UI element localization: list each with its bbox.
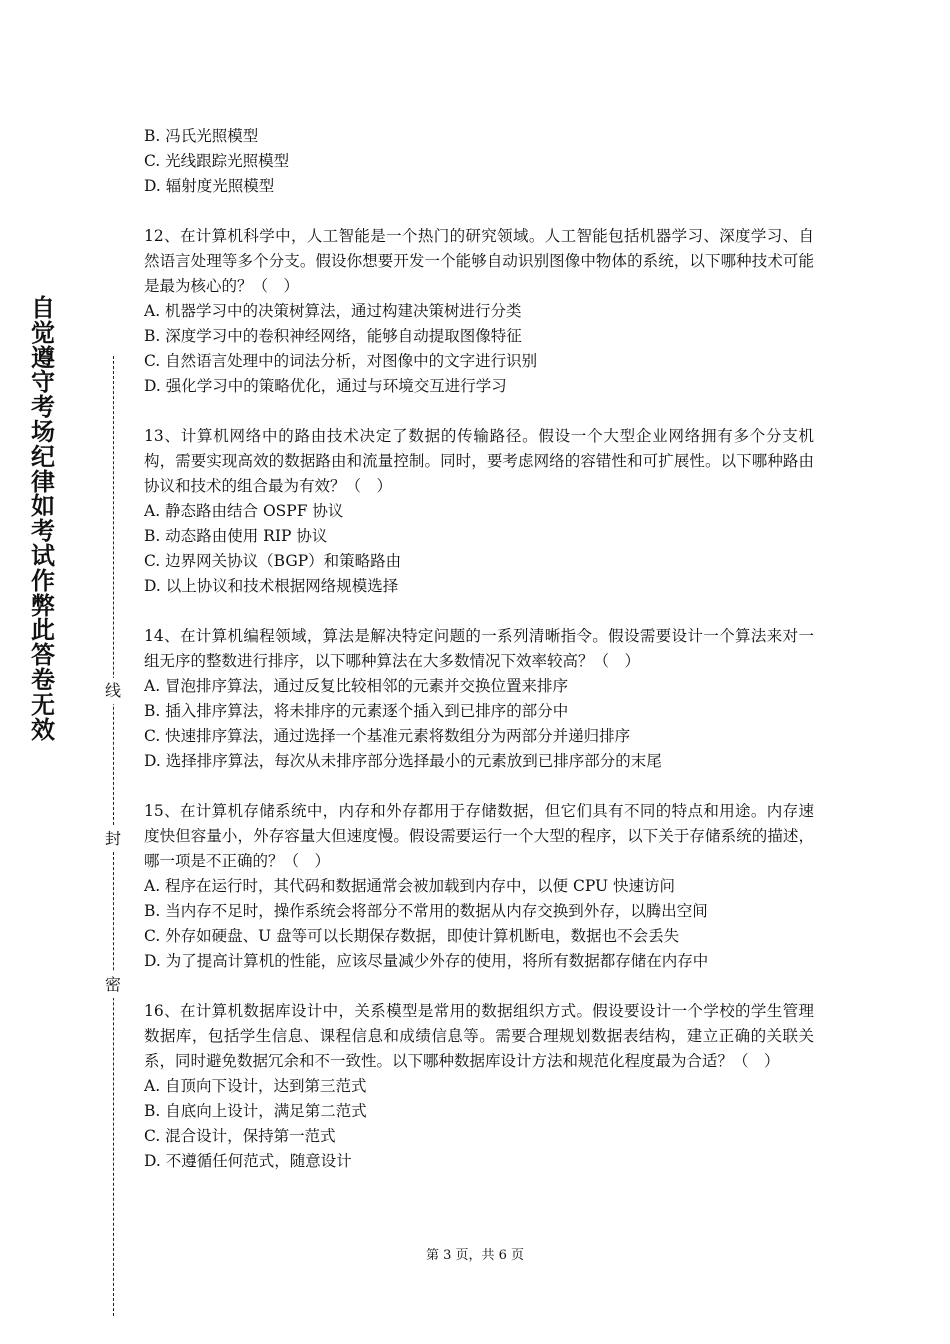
option: D. 不遵循任何范式，随意设计	[144, 1152, 352, 1170]
option: C. 边界网关协议（BGP）和策略路由	[144, 552, 402, 570]
option: C. 外存如硬盘、U 盘等可以长期保存数据，即使计算机断电，数据也不会丢失	[144, 927, 680, 945]
option: C. 快速排序算法，通过选择一个基准元素将数组分为两部分并递归排序	[144, 727, 631, 745]
option: B. 插入排序算法，将未排序的元素逐个插入到已排序的部分中	[144, 702, 569, 720]
question-16	[144, 999, 814, 1174]
question-stem: 15、在计算机存储系统中，内存和外存都用于存储数据，但它们具有不同的特点和用途。内存速度快但容量小，外存容量大但速度慢。假设需要运行一个大型的程序，以下关于存储系统的描述，哪一项是不正确的？（ ）	[144, 802, 814, 870]
question-14	[144, 624, 814, 774]
question-15	[144, 799, 814, 974]
option: C. 自然语言处理中的词法分析，对图像中的文字进行识别	[144, 352, 538, 370]
page-content	[144, 124, 814, 1174]
exam-discipline-notice: 自觉遵守考场纪律如考试作弊此答卷无效	[31, 294, 55, 744]
option: A. 自顶向下设计，达到第三范式	[144, 1077, 367, 1095]
option: B. 当内存不足时，操作系统会将部分不常用的数据从内存交换到外存，以腾出空间	[144, 902, 708, 920]
question-12	[144, 224, 814, 399]
option: D. 选择排序算法，每次从未排序部分选择最小的元素放到已排序部分的末尾	[144, 752, 662, 770]
option: B. 动态路由使用 RIP 协议	[144, 527, 328, 545]
question-13	[144, 424, 814, 599]
page-number-footer: 第 3 页，共 6 页	[425, 1248, 525, 1263]
option: D. 以上协议和技术根据网络规模选择	[144, 577, 399, 595]
binding-mark-seal: 封	[100, 826, 126, 852]
question-stem: 16、在计算机数据库设计中，关系模型是常用的数据组织方式。假设要设计一个学校的学生管理数据库，包括学生信息、课程信息和成绩信息等。需要合理规划数据表结构，建立正确的关联关系，同时避免数据冗余和不一致性。以下哪种数据库设计方法和规范化程度最为合适？（ ）	[144, 1002, 814, 1070]
option: A. 静态路由结合 OSPF 协议	[144, 502, 344, 520]
option: C. 光线跟踪光照模型	[144, 152, 290, 170]
option: B. 冯氏光照模型	[144, 127, 259, 145]
option: B. 自底向上设计，满足第二范式	[144, 1102, 367, 1120]
option: D. 辐射度光照模型	[144, 177, 275, 195]
continued-options	[144, 124, 814, 199]
option: A. 机器学习中的决策树算法，通过构建决策树进行分类	[144, 302, 522, 320]
option: A. 程序在运行时，其代码和数据通常会被加载到内存中，以便 CPU 快速访问	[144, 877, 675, 895]
question-stem: 13、计算机网络中的路由技术决定了数据的传输路径。假设一个大型企业网络拥有多个分支机构，需要实现高效的数据路由和流量控制。同时，要考虑网络的容错性和可扩展性。以下哪种路由协议和技术的组合最为有效？（ ）	[144, 427, 814, 495]
binding-mark-secret: 密	[100, 972, 126, 998]
option: A. 冒泡排序算法，通过反复比较相邻的元素并交换位置来排序	[144, 677, 569, 695]
question-stem: 12、在计算机科学中，人工智能是一个热门的研究领域。人工智能包括机器学习、深度学习、自然语言处理等多个分支。假设你想要开发一个能够自动识别图像中物体的系统，以下哪种技术可能是最为核心的？（ ）	[144, 227, 814, 295]
option: D. 强化学习中的策略优化，通过与环境交互进行学习	[144, 377, 507, 395]
option: B. 深度学习中的卷积神经网络，能够自动提取图像特征	[144, 327, 522, 345]
question-stem: 14、在计算机编程领域，算法是解决特定问题的一系列清晰指令。假设需要设计一个算法来对一组无序的整数进行排序，以下哪种算法在大多数情况下效率较高？（ ）	[144, 627, 814, 670]
binding-mark-line: 线	[100, 678, 126, 704]
option: D. 为了提高计算机的性能，应该尽量减少外存的使用，将所有数据都存储在内存中	[144, 952, 709, 970]
option: C. 混合设计，保持第一范式	[144, 1127, 336, 1145]
